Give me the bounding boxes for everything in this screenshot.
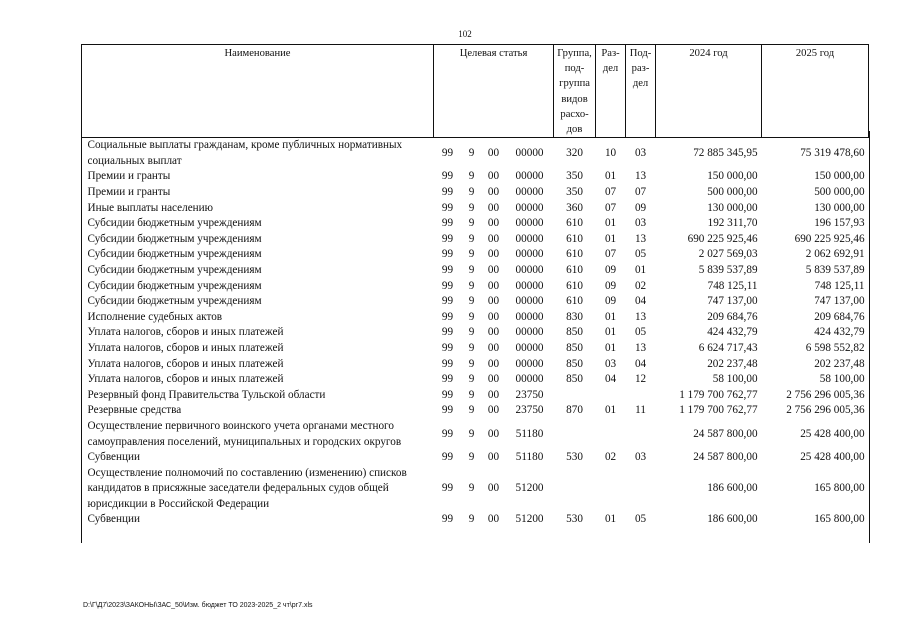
amount-2024: 72 885 345,95 [693, 147, 758, 160]
amount-2024: 1 179 700 762,77 [679, 388, 758, 401]
code-part-2: 9 [468, 248, 475, 261]
expense-group: 610 [566, 279, 583, 292]
code-part-3: 00 [487, 373, 500, 386]
amount-2025: 748 125,11 [814, 279, 865, 292]
expense-group: 360 [566, 201, 583, 214]
amount-2024: 6 624 717,43 [698, 341, 758, 354]
code-part-1: 99 [441, 295, 454, 308]
podrazdel: 01 [634, 263, 647, 276]
code-part-2: 9 [468, 263, 475, 276]
razdel: 04 [604, 373, 617, 386]
amount-2024: 690 225 925,46 [687, 232, 758, 245]
code-part-3: 00 [487, 279, 500, 292]
table-row [82, 216, 869, 232]
amount-2025: 6 598 552,82 [805, 341, 865, 354]
code-part-1: 99 [441, 263, 454, 276]
amount-2025: 424 432,79 [814, 326, 865, 339]
table-row [82, 201, 869, 217]
code-part-4: 00000 [515, 170, 544, 183]
code-part-3: 00 [487, 170, 500, 183]
code-part-1: 99 [441, 279, 454, 292]
razdel: 01 [604, 232, 617, 245]
amount-2024: 1 179 700 762,77 [679, 404, 758, 417]
podrazdel: 13 [634, 341, 647, 354]
amount-2024: 2 027 569,03 [698, 248, 758, 261]
code-part-3: 00 [487, 451, 500, 464]
amount-2024: 748 125,11 [707, 279, 758, 292]
code-part-3: 00 [487, 263, 500, 276]
code-part-1: 99 [441, 427, 454, 440]
expense-group: 530 [566, 451, 583, 464]
amount-2024: 209 684,76 [707, 310, 758, 323]
razdel: 09 [604, 279, 617, 292]
code-part-2: 9 [468, 427, 475, 440]
podrazdel: 03 [634, 147, 647, 160]
amount-2024: 186 600,00 [707, 482, 758, 495]
row-name: Уплата налогов, сборов и иных платежей [87, 357, 284, 370]
amount-2024: 202 237,48 [707, 357, 758, 370]
code-part-4: 00000 [515, 373, 544, 386]
table-row [82, 512, 869, 528]
code-part-4: 00000 [515, 147, 544, 160]
code-part-1: 99 [441, 404, 454, 417]
page-number: 102 [458, 29, 472, 39]
podrazdel [626, 466, 656, 513]
expense-group: 350 [566, 186, 583, 198]
amount-2025: 2 062 692,91 [805, 248, 865, 261]
code-part-4: 51200 [515, 513, 544, 526]
code-part-2: 9 [468, 513, 475, 526]
podrazdel: 03 [634, 217, 647, 230]
amount-2024: 747 137,00 [707, 295, 758, 308]
podrazdel [626, 388, 656, 404]
razdel [596, 466, 626, 513]
row-name: Резервный фонд Правительства Тульской области [87, 388, 326, 401]
code-part-1: 99 [441, 341, 454, 354]
razdel: 09 [604, 295, 617, 308]
row-name: Субсидии бюджетным учреждениям [87, 248, 262, 261]
razdel: 01 [604, 341, 617, 354]
code-part-1: 99 [441, 310, 454, 323]
row-name: Социальные выплаты гражданам, кроме публичных нормативных социальных выплат [87, 139, 403, 167]
code-part-2: 9 [468, 326, 475, 339]
razdel: 01 [604, 404, 617, 417]
row-name: Осуществление полномочий по составлению (изменению) списков кандидатов в присяжные заседатели федеральных судов общей юрисдикции в Российской Федерации [87, 466, 407, 510]
table-row [82, 263, 869, 279]
row-name: Премии и гранты [87, 186, 171, 198]
razdel: 07 [604, 248, 617, 261]
expense-group: 610 [566, 263, 583, 276]
header-row [82, 45, 869, 138]
code-part-4: 00000 [515, 310, 544, 323]
podrazdel: 13 [634, 310, 647, 323]
podrazdel: 11 [635, 404, 646, 417]
row-name: Уплата налогов, сборов и иных платежей [87, 341, 284, 354]
amount-2024: 150 000,00 [707, 170, 758, 183]
razdel: 01 [604, 170, 617, 183]
expense-group: 850 [566, 373, 583, 386]
podrazdel: 02 [634, 279, 647, 292]
amount-2024: 24 587 800,00 [693, 427, 758, 440]
amount-2025: 196 157,93 [814, 217, 865, 230]
table-row [82, 310, 869, 326]
podrazdel: 09 [634, 201, 647, 214]
header-group: Группа, под-группа видов расхо-дов [554, 45, 596, 138]
razdel: 01 [604, 513, 617, 526]
expense-group: 350 [566, 170, 583, 183]
table-row [82, 279, 869, 295]
code-part-1: 99 [441, 451, 454, 464]
amount-2024: 5 839 537,89 [698, 263, 758, 276]
code-part-2: 9 [468, 357, 475, 370]
row-name: Субсидии бюджетным учреждениям [87, 279, 262, 292]
code-part-3: 00 [487, 388, 500, 401]
file-path-footer: D:\Г\Д7\2023\ЗАКОНЫ\ЗАС_50\Изм. бюджет ТО 2023-2025_2 чт\рг7.xls [83, 602, 313, 609]
expense-group [554, 388, 596, 404]
code-part-3: 00 [487, 248, 500, 261]
amount-2025: 165 800,00 [814, 482, 865, 495]
table-row [82, 403, 869, 419]
code-part-1: 99 [441, 147, 454, 160]
expense-group: 610 [566, 295, 583, 308]
podrazdel: 13 [634, 170, 647, 183]
header-target: Целевая статья [434, 45, 554, 138]
row-name: Субсидии бюджетным учреждениям [87, 263, 262, 276]
code-part-2: 9 [468, 482, 475, 495]
header-2024: 2024 год [656, 45, 762, 138]
podrazdel: 05 [634, 326, 647, 339]
code-part-1: 99 [441, 513, 454, 526]
code-part-4: 23750 [515, 388, 544, 401]
code-part-4: 51180 [515, 427, 544, 440]
header-2025: 2025 год [762, 45, 869, 138]
expense-group [554, 466, 596, 513]
code-part-1: 99 [441, 248, 454, 261]
amount-2024: 424 432,79 [707, 326, 758, 339]
podrazdel: 04 [634, 357, 647, 370]
code-part-4: 00000 [515, 326, 544, 339]
amount-2025: 747 137,00 [814, 295, 865, 308]
code-part-1: 99 [441, 326, 454, 339]
code-part-4: 51200 [515, 482, 544, 495]
table-row [82, 138, 869, 170]
row-name: Осуществление первичного воинского учета органами местного самоуправления поселений, муниципальных и городских округов [87, 419, 402, 448]
code-part-2: 9 [468, 404, 475, 417]
amount-2024: 500 000,00 [707, 186, 758, 198]
code-part-1: 99 [441, 217, 454, 230]
table-row [82, 419, 869, 450]
code-part-3: 00 [487, 482, 500, 495]
row-name: Премии и гранты [87, 170, 171, 183]
amount-2025: 209 684,76 [814, 310, 865, 323]
code-part-2: 9 [468, 341, 475, 354]
expense-group: 610 [566, 232, 583, 245]
podrazdel: 13 [634, 232, 647, 245]
header-razdel: Раз-дел [596, 45, 626, 138]
code-part-2: 9 [468, 170, 475, 183]
amount-2024: 192 311,70 [707, 217, 758, 230]
razdel [596, 388, 626, 404]
code-part-2: 9 [468, 373, 475, 386]
table-row [82, 450, 869, 466]
amount-2025: 5 839 537,89 [805, 263, 865, 276]
code-part-4: 00000 [515, 248, 544, 261]
razdel: 07 [604, 201, 617, 214]
amount-2024: 24 587 800,00 [693, 451, 758, 464]
amount-2025: 25 428 400,00 [800, 427, 865, 440]
podrazdel: 03 [634, 451, 647, 464]
row-name: Уплата налогов, сборов и иных платежей [87, 373, 284, 386]
code-part-3: 00 [487, 186, 500, 198]
code-part-3: 00 [487, 295, 500, 308]
code-part-3: 00 [487, 147, 500, 160]
code-part-4: 00000 [515, 201, 544, 214]
code-part-3: 00 [487, 326, 500, 339]
row-name: Иные выплаты населению [87, 201, 213, 214]
code-part-4: 23750 [515, 404, 544, 417]
code-part-1: 99 [441, 186, 454, 198]
razdel: 01 [604, 217, 617, 230]
amount-2025: 500 000,00 [814, 186, 865, 198]
row-name: Субвенции [87, 451, 140, 464]
amount-2025: 2 756 296 005,36 [786, 404, 865, 417]
razdel: 10 [604, 147, 617, 160]
expense-group: 610 [566, 248, 583, 261]
code-part-2: 9 [468, 232, 475, 245]
code-part-4: 00000 [515, 217, 544, 230]
code-part-4: 00000 [515, 263, 544, 276]
table-row [82, 294, 869, 310]
razdel: 03 [604, 357, 617, 370]
table-row [82, 232, 869, 248]
code-part-4: 00000 [515, 232, 544, 245]
table-row [82, 372, 869, 388]
podrazdel: 05 [634, 513, 647, 526]
code-part-4: 00000 [515, 295, 544, 308]
amount-2025: 150 000,00 [814, 170, 865, 183]
razdel [596, 419, 626, 450]
podrazdel: 05 [634, 248, 647, 261]
amount-2025: 690 225 925,46 [794, 232, 865, 245]
expense-group: 320 [566, 147, 583, 160]
amount-2025: 58 100,00 [819, 373, 865, 386]
code-part-2: 9 [468, 279, 475, 292]
code-part-3: 00 [487, 513, 500, 526]
code-part-2: 9 [468, 217, 475, 230]
code-part-4: 00000 [515, 279, 544, 292]
amount-2025: 75 319 478,60 [800, 147, 865, 160]
row-name: Уплата налогов, сборов и иных платежей [87, 326, 284, 339]
code-part-2: 9 [468, 310, 475, 323]
header-name: Наименование [82, 45, 434, 138]
table-row [82, 466, 869, 513]
row-name: Исполнение судебных актов [87, 310, 223, 323]
code-part-3: 00 [487, 310, 500, 323]
razdel: 01 [604, 310, 617, 323]
table-row [82, 185, 869, 201]
amount-2025: 2 756 296 005,36 [786, 388, 865, 401]
expense-group: 830 [566, 310, 583, 323]
code-part-1: 99 [441, 357, 454, 370]
code-part-4: 00000 [515, 186, 544, 198]
header-podrazdel: Под-раз-дел [626, 45, 656, 138]
podrazdel: 12 [634, 373, 647, 386]
code-part-3: 00 [487, 341, 500, 354]
row-name: Резервные средства [87, 404, 182, 417]
table-row [82, 341, 869, 357]
code-part-3: 00 [487, 427, 500, 440]
razdel: 09 [604, 263, 617, 276]
razdel: 07 [604, 186, 617, 198]
amount-2024: 58 100,00 [712, 373, 758, 386]
code-part-4: 00000 [515, 357, 544, 370]
code-part-3: 00 [487, 201, 500, 214]
row-name: Субсидии бюджетным учреждениям [87, 295, 262, 308]
podrazdel: 04 [634, 295, 647, 308]
amount-2024: 130 000,00 [707, 201, 758, 214]
amount-2025: 25 428 400,00 [800, 451, 865, 464]
code-part-1: 99 [441, 201, 454, 214]
code-part-1: 99 [441, 170, 454, 183]
podrazdel [626, 419, 656, 450]
table-row [82, 388, 869, 404]
code-part-3: 00 [487, 217, 500, 230]
amount-2025: 202 237,48 [814, 357, 865, 370]
code-part-2: 9 [468, 201, 475, 214]
row-name: Субвенции [87, 513, 140, 526]
table-row [82, 247, 869, 263]
expense-group: 610 [566, 217, 583, 230]
expense-group: 850 [566, 357, 583, 370]
code-part-3: 00 [487, 404, 500, 417]
budget-table [81, 44, 869, 528]
expense-group: 850 [566, 326, 583, 339]
row-name: Субсидии бюджетным учреждениям [87, 217, 262, 230]
code-part-3: 00 [487, 357, 500, 370]
expense-group [554, 419, 596, 450]
code-part-1: 99 [441, 482, 454, 495]
razdel: 01 [604, 326, 617, 339]
amount-2025: 130 000,00 [814, 201, 865, 214]
code-part-4: 51180 [515, 451, 544, 464]
code-part-1: 99 [441, 388, 454, 401]
podrazdel: 07 [634, 186, 647, 198]
code-part-2: 9 [468, 388, 475, 401]
table-row [82, 169, 869, 185]
code-part-4: 00000 [515, 341, 544, 354]
code-part-2: 9 [468, 451, 475, 464]
table-row [82, 357, 869, 373]
code-part-2: 9 [468, 147, 475, 160]
code-part-2: 9 [468, 295, 475, 308]
expense-group: 850 [566, 341, 583, 354]
amount-2025: 165 800,00 [814, 513, 865, 526]
code-part-3: 00 [487, 232, 500, 245]
code-part-1: 99 [441, 373, 454, 386]
code-part-2: 9 [468, 186, 475, 198]
row-name: Субсидии бюджетным учреждениям [87, 232, 262, 245]
razdel: 02 [604, 451, 617, 464]
amount-2024: 186 600,00 [707, 513, 758, 526]
expense-group: 870 [566, 404, 583, 417]
code-part-1: 99 [441, 232, 454, 245]
expense-group: 530 [566, 513, 583, 526]
table-row [82, 325, 869, 341]
